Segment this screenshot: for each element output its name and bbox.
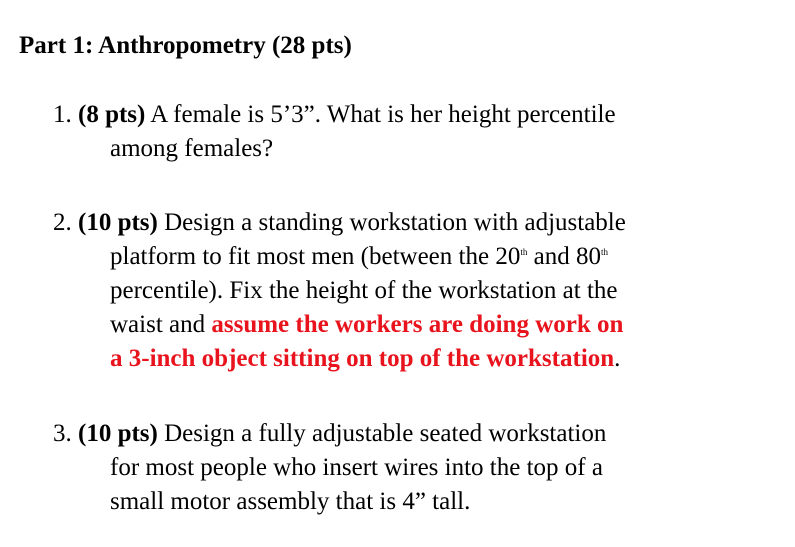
question-1-line-1 <box>53 98 783 132</box>
ordinal-suffix-80th: th <box>600 247 608 257</box>
question-2-points: (10 pts) <box>78 209 158 236</box>
question-2-line-4 <box>53 308 783 342</box>
question-3-number: 3. <box>53 420 72 447</box>
question-2-text-2b: and 80 <box>527 243 601 270</box>
question-2-highlight-1: assume the workers are doing work on <box>211 311 624 338</box>
question-2-text-1: Design a standing workstation with adjustable <box>164 209 626 236</box>
question-2-period: . <box>614 345 621 372</box>
question-3-points: (10 pts) <box>78 420 158 447</box>
question-2-text-4a: waist and <box>110 311 212 338</box>
question-3-line-3: small motor assembly that is 4” tall. <box>110 488 471 515</box>
section-heading: Part 1: Anthropometry (28 pts) <box>19 32 352 59</box>
question-2-number: 2. <box>53 209 72 236</box>
question-1-number: 1. <box>53 101 72 128</box>
question-2-line-3: percentile). Fix the height of the workstation at the <box>110 277 618 304</box>
question-3-line-1 <box>53 417 783 451</box>
question-1 <box>53 98 783 166</box>
question-2-highlight-2: a 3-inch object sitting on top of the workstation <box>110 345 615 372</box>
question-2 <box>53 206 783 376</box>
ordinal-suffix-20th: th <box>520 247 528 257</box>
question-1-text-1: A female is 5’3”. What is her height percentile <box>150 101 616 128</box>
question-3 <box>53 417 783 519</box>
question-1-line-2: among females? <box>110 135 274 162</box>
question-1-points: (8 pts) <box>78 101 146 128</box>
question-3-line-2: for most people who insert wires into the top of a <box>110 454 603 481</box>
question-2-text-2a: platform to fit most men (between the 20 <box>110 243 521 270</box>
question-2-line-5 <box>53 342 783 376</box>
question-3-text-1: Design a fully adjustable seated workstation <box>164 420 607 447</box>
question-2-line-1 <box>53 206 783 240</box>
question-2-line-2 <box>53 240 783 274</box>
